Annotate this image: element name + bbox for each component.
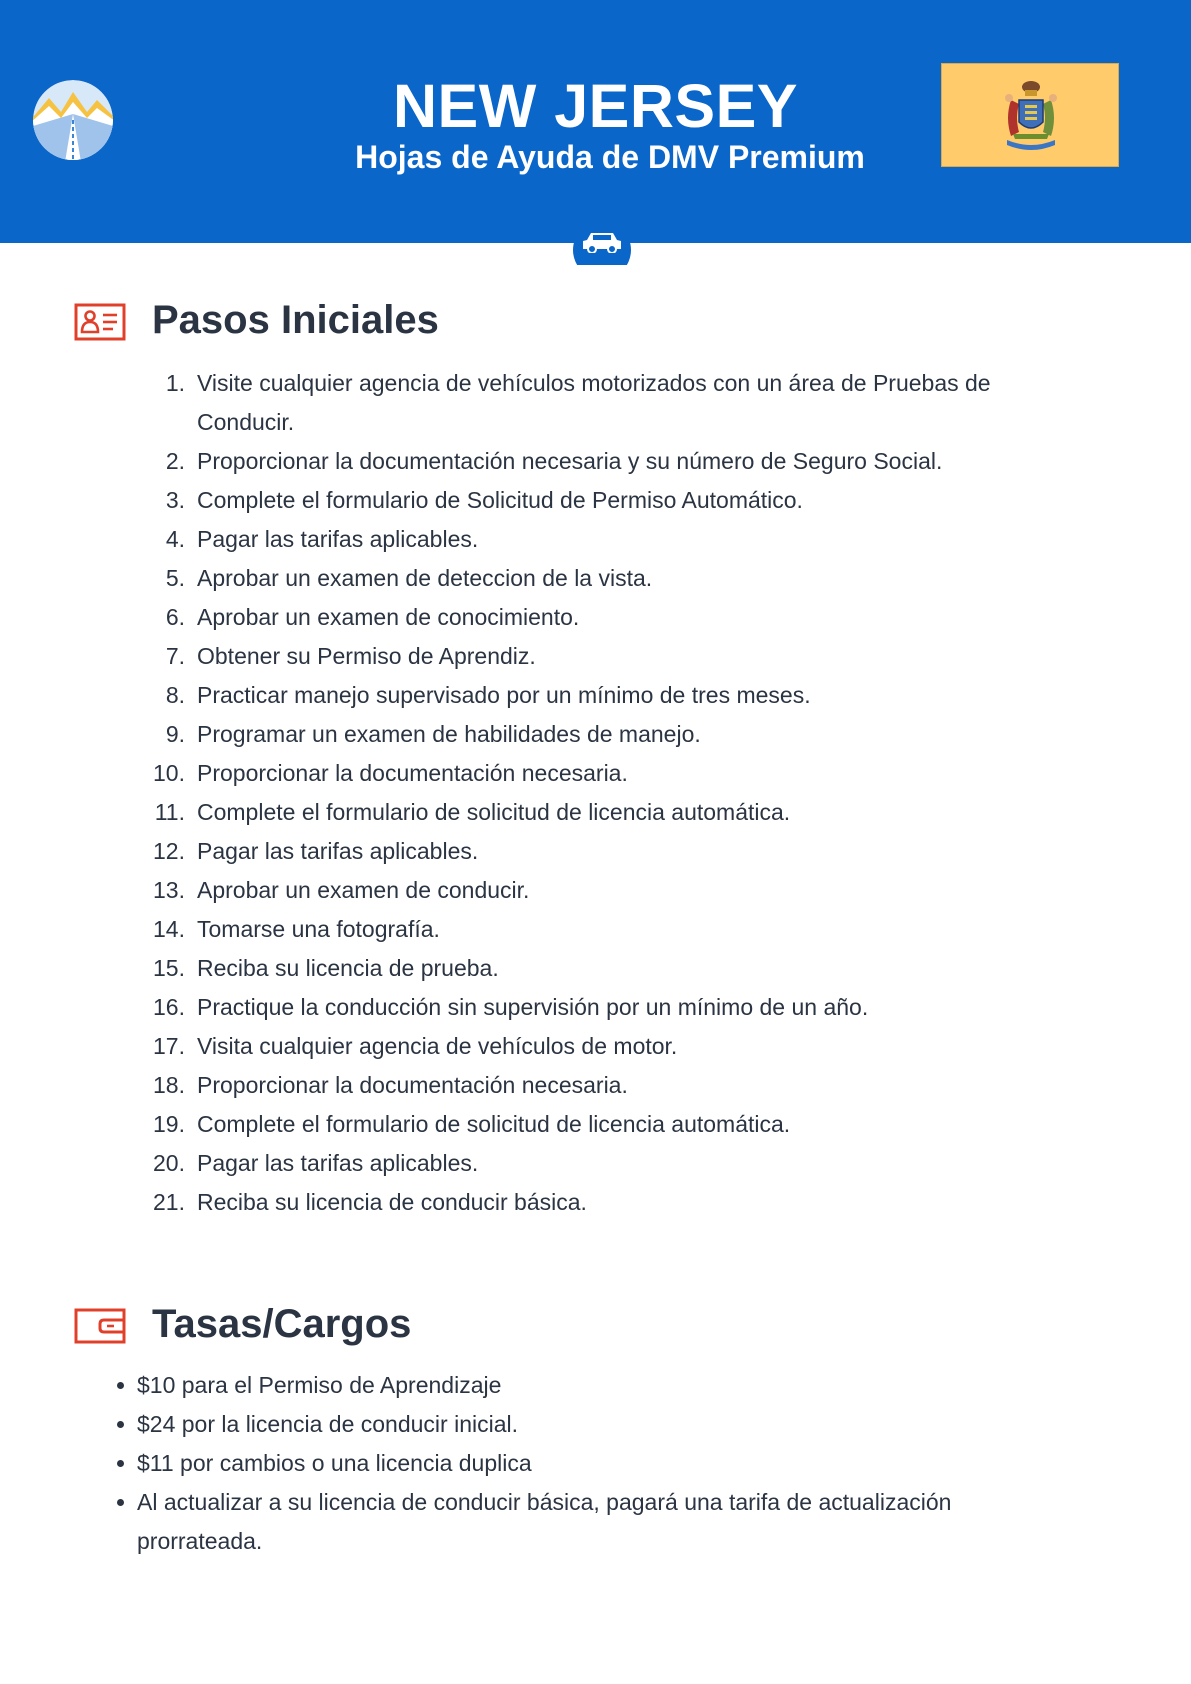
list-item: 12. Pagar las tarifas aplicables. bbox=[153, 838, 479, 864]
list-item: $11 por cambios o una licencia duplica bbox=[110, 1444, 1010, 1483]
state-seal-icon bbox=[1001, 78, 1061, 154]
list-item: 7. Obtener su Permiso de Aprendiz. bbox=[165, 643, 536, 669]
list-item: 17. Visita cualquier agencia de vehículos de motor. bbox=[153, 1033, 678, 1059]
list-item: 13. Aprobar un examen de conducir. bbox=[153, 877, 530, 903]
list-item: 1. Visite cualquier agencia de vehículos motorizados con un área de Pruebas de Conducir. bbox=[165, 370, 991, 435]
car-icon bbox=[581, 231, 623, 253]
list-item: $10 para el Permiso de Aprendizaje bbox=[110, 1366, 1010, 1405]
list-item: 6. Aprobar un examen de conocimiento. bbox=[165, 604, 580, 630]
list-item: 18. Proporcionar la documentación necesaria. bbox=[153, 1072, 628, 1098]
page-subtitle: Hojas de Ayuda de DMV Premium bbox=[355, 139, 865, 175]
fees-list bbox=[110, 1366, 1010, 1561]
wallet-icon bbox=[74, 1307, 126, 1345]
list-item: 20. Pagar las tarifas aplicables. bbox=[153, 1150, 479, 1176]
list-item: 8. Practicar manejo supervisado por un mínimo de tres meses. bbox=[165, 682, 811, 708]
header-banner bbox=[0, 0, 1191, 243]
list-item: 15. Reciba su licencia de prueba. bbox=[153, 955, 499, 981]
list-item: 14. Tomarse una fotografía. bbox=[153, 916, 440, 942]
list-item: 3. Complete el formulario de Solicitud de Permiso Automático. bbox=[165, 487, 803, 513]
list-item: Al actualizar a su licencia de conducir básica, pagará una tarifa de actualización prorrateada. bbox=[110, 1483, 1010, 1561]
list-item: 9. Programar un examen de habilidades de manejo. bbox=[165, 721, 701, 747]
list-item: 16. Practique la conducción sin supervisión por un mínimo de un año. bbox=[153, 994, 869, 1020]
list-item: 10. Proporcionar la documentación necesaria. bbox=[153, 760, 628, 786]
list-item: 5. Aprobar un examen de deteccion de la vista. bbox=[165, 565, 653, 591]
page-title: NEW JERSEY bbox=[393, 72, 798, 140]
steps-list bbox=[140, 364, 1040, 1222]
fees-section-title: Tasas/Cargos bbox=[152, 1302, 412, 1346]
list-item: 19. Complete el formulario de solicitud de licencia automática. bbox=[153, 1111, 791, 1137]
car-badge bbox=[573, 221, 631, 265]
id-card-icon bbox=[74, 303, 126, 341]
list-item: 4. Pagar las tarifas aplicables. bbox=[165, 526, 479, 552]
new-jersey-flag-icon bbox=[941, 63, 1119, 167]
list-item: 21. Reciba su licencia de conducir básica. bbox=[153, 1189, 587, 1215]
steps-section-title: Pasos Iniciales bbox=[152, 298, 439, 342]
list-item: $24 por la licencia de conducir inicial. bbox=[110, 1405, 1010, 1444]
list-item: 11. Complete el formulario de solicitud de licencia automática. bbox=[154, 799, 791, 825]
list-item: 2. Proporcionar la documentación necesaria y su número de Seguro Social. bbox=[165, 448, 943, 474]
